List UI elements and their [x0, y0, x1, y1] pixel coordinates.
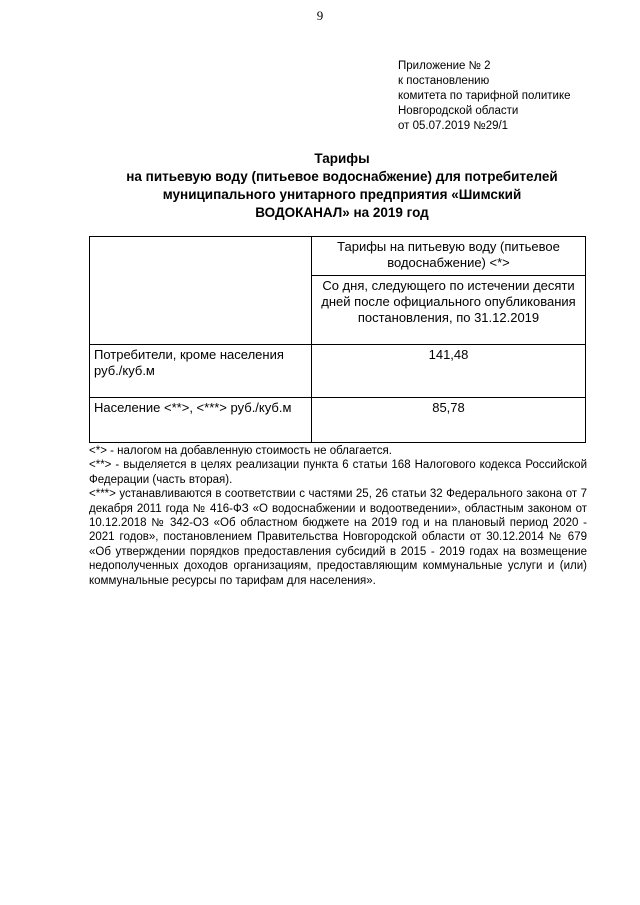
- appendix-line: Приложение № 2: [398, 60, 491, 72]
- tariff-value-cell: 85,78: [312, 398, 586, 443]
- table-row: [90, 345, 586, 398]
- page-number: 9: [316, 8, 324, 23]
- consumer-label-cell: Население <**>, <***> руб./куб.м: [90, 398, 312, 443]
- footnotes: [89, 444, 587, 588]
- appendix-line: от 05.07.2019 №29/1: [398, 120, 509, 132]
- consumer-label-cell: Потребители, кроме населения руб./куб.м: [90, 345, 312, 398]
- tariff-table: [89, 236, 586, 443]
- table-row: [90, 398, 586, 443]
- footnote: <*> - налогом на добавленную стоимость не облагается.: [89, 445, 392, 457]
- empty-header-cell: [90, 237, 312, 345]
- header-period-cell: Со дня, следующего по истечении десяти дней после официального опубликования постановления, по 31.12.2019: [312, 276, 586, 345]
- title-line: ВОДОКАНАЛ» на 2019 год: [255, 205, 429, 220]
- title-line: муниципального унитарного предприятия «Шимский: [162, 187, 522, 202]
- title-line: на питьевую воду (питьевое водоснабжение) для потребителей: [126, 169, 558, 184]
- table-header-row: [90, 237, 586, 276]
- appendix-line: комитета по тарифной политике: [398, 90, 571, 102]
- footnote: <**> - выделяется в целях реализации пункта 6 статьи 168 Налогового кодекса Российской Федерации (часть вторая).: [89, 459, 587, 486]
- tariff-value-cell: 141,48: [312, 345, 586, 398]
- appendix-reference: [398, 59, 571, 134]
- title-line: Тарифы: [314, 151, 370, 166]
- header-tariff-cell: Тарифы на питьевую воду (питьевое водоснабжение) <*>: [312, 237, 586, 276]
- document-title: [92, 150, 592, 222]
- appendix-line: Новгородской области: [398, 105, 519, 117]
- appendix-line: к постановлению: [398, 75, 490, 87]
- footnote: <***> устанавливаются в соответствии с частями 25, 26 статьи 32 Федерального закона от 7 декабря 2011 года № 416-ФЗ «О водоснабжении и водоотведении», областным законом от 10.12.2018 № 342-ОЗ «Об областном бюджете на 2019 год и на плановый период 2020 - 2021 годов», постановлением Правительства Новгородской области от 30.12.2014 № 679 «Об утверждении порядков предоставления субсидий в 2015 - 2019 годах на возмещение недополученных доходов организациям, предоставляющим коммунальные услуги и (или) коммунальные ресурсы по тарифам для населения».: [89, 488, 587, 587]
